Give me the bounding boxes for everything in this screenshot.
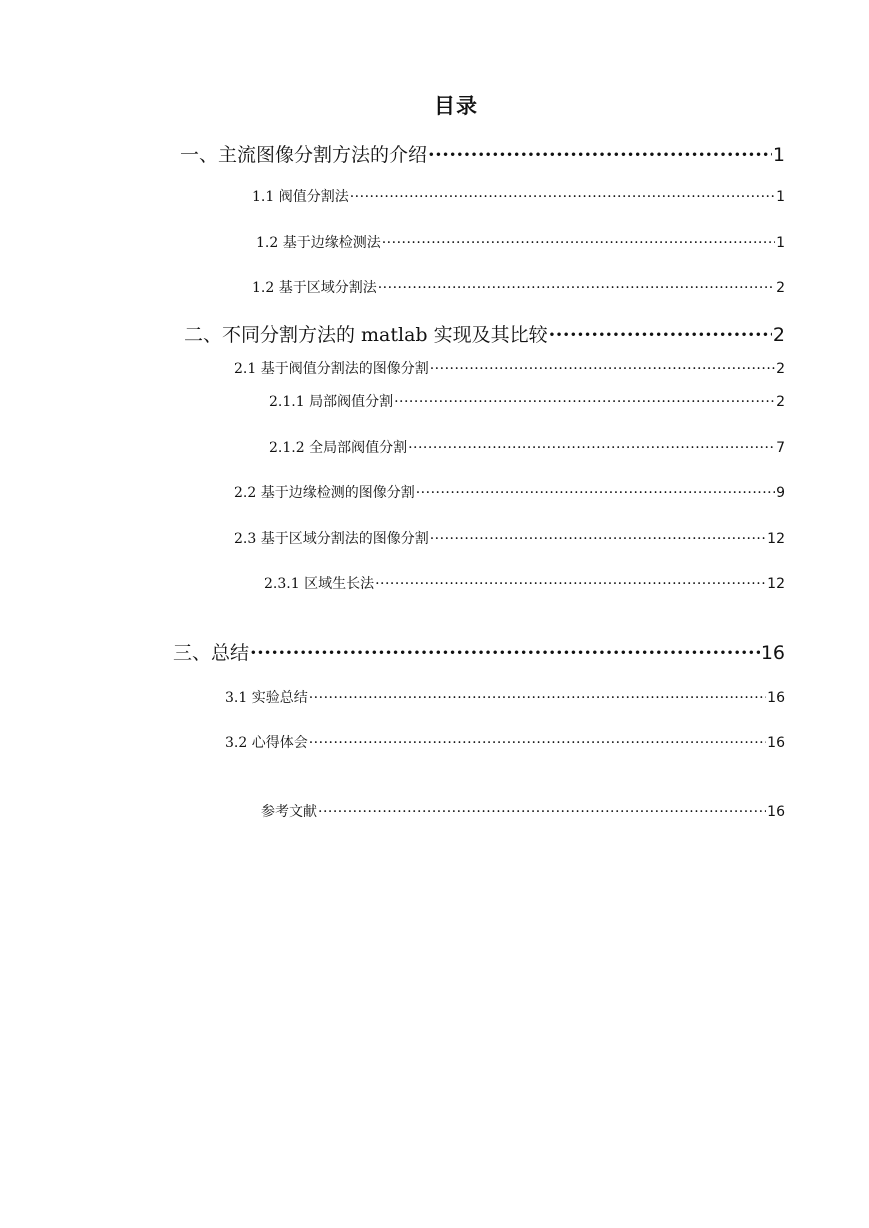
toc-page-number: 1 [776,235,785,251]
toc-page-number: 16 [767,735,785,751]
toc-entry-title: 参考文献 [261,804,317,820]
toc-leader-dots [408,440,775,456]
toc-entry-title: 1.2 基于区域分割法 [252,280,377,296]
toc-leader-dots [416,485,775,501]
toc-leader-dots [378,280,775,296]
toc-entry-title: 2.2 基于边缘检测的图像分割 [234,485,415,501]
toc-entry-2-2[interactable] [234,482,785,502]
toc-page-number: 9 [776,485,785,501]
toc-page-number: 2 [776,394,785,410]
toc-entry-chapter-3[interactable] [173,638,785,665]
toc-entry-title: 三、总结 [173,642,250,664]
toc-page-number: 16 [760,642,785,664]
toc-page-number: 16 [767,690,785,706]
toc-entry-title: 2.3 基于区域分割法的图像分割 [234,531,429,547]
page-title: 目录 [434,93,478,118]
toc-entry-title: 3.2 心得体会 [225,735,308,751]
toc-leader-dots [250,642,760,664]
toc-entry-title: 1.2 基于边缘检测法 [256,235,381,251]
toc-entry-1-2b[interactable] [252,277,785,297]
toc-leader-dots [549,324,772,346]
toc-page-number: 12 [767,531,785,547]
toc-entry-title: 1.1 阀值分割法 [252,189,349,205]
toc-entry-title: 2.1.1 局部阀值分割 [269,394,394,410]
toc-entry-title: 二、不同分割方法的 matlab 实现及其比较 [184,324,548,346]
toc-entry-title: 一、主流图像分割方法的介绍 [180,144,428,166]
toc-entry-title: 2.1 基于阀值分割法的图像分割 [234,361,429,377]
toc-entry-1-2[interactable] [256,232,785,252]
toc-page-number: 2 [776,280,785,296]
toc-leader-dots [309,735,766,751]
toc-entry-2-1[interactable] [234,358,785,378]
toc-leader-dots [430,361,775,377]
toc-entry-2-1-1[interactable] [269,391,785,411]
toc-page-number: 2 [776,361,785,377]
toc-entry-2-3[interactable] [234,528,785,548]
toc-leader-dots [318,804,766,820]
toc-page-number: 12 [767,576,785,592]
toc-page-number: 16 [767,804,785,820]
toc-leader-dots [375,576,766,592]
toc-page-number: 7 [776,440,785,456]
toc-entry-3-2[interactable] [225,732,785,752]
toc-entry-title: 2.3.1 区域生长法 [264,576,375,592]
toc-leader-dots [350,189,775,205]
toc-entry-references[interactable] [261,801,785,821]
toc-leader-dots [394,394,775,410]
toc-entry-chapter-2[interactable] [184,320,785,347]
toc-entry-3-1[interactable] [225,687,785,707]
toc-page-number: 1 [776,189,785,205]
toc-page-number: 1 [772,144,785,166]
toc-leader-dots [309,690,766,706]
toc-leader-dots [428,144,772,166]
toc-entry-title: 3.1 实验总结 [225,690,308,706]
toc-page-number: 2 [772,324,785,346]
toc-leader-dots [382,235,775,251]
toc-entry-2-3-1[interactable] [264,573,785,593]
toc-entry-2-1-2[interactable] [269,437,785,457]
toc-entry-1-1[interactable] [252,186,785,206]
toc-entry-chapter-1[interactable] [180,140,785,167]
toc-entry-title: 2.1.2 全局部阀值分割 [269,440,408,456]
toc-leader-dots [430,531,766,547]
